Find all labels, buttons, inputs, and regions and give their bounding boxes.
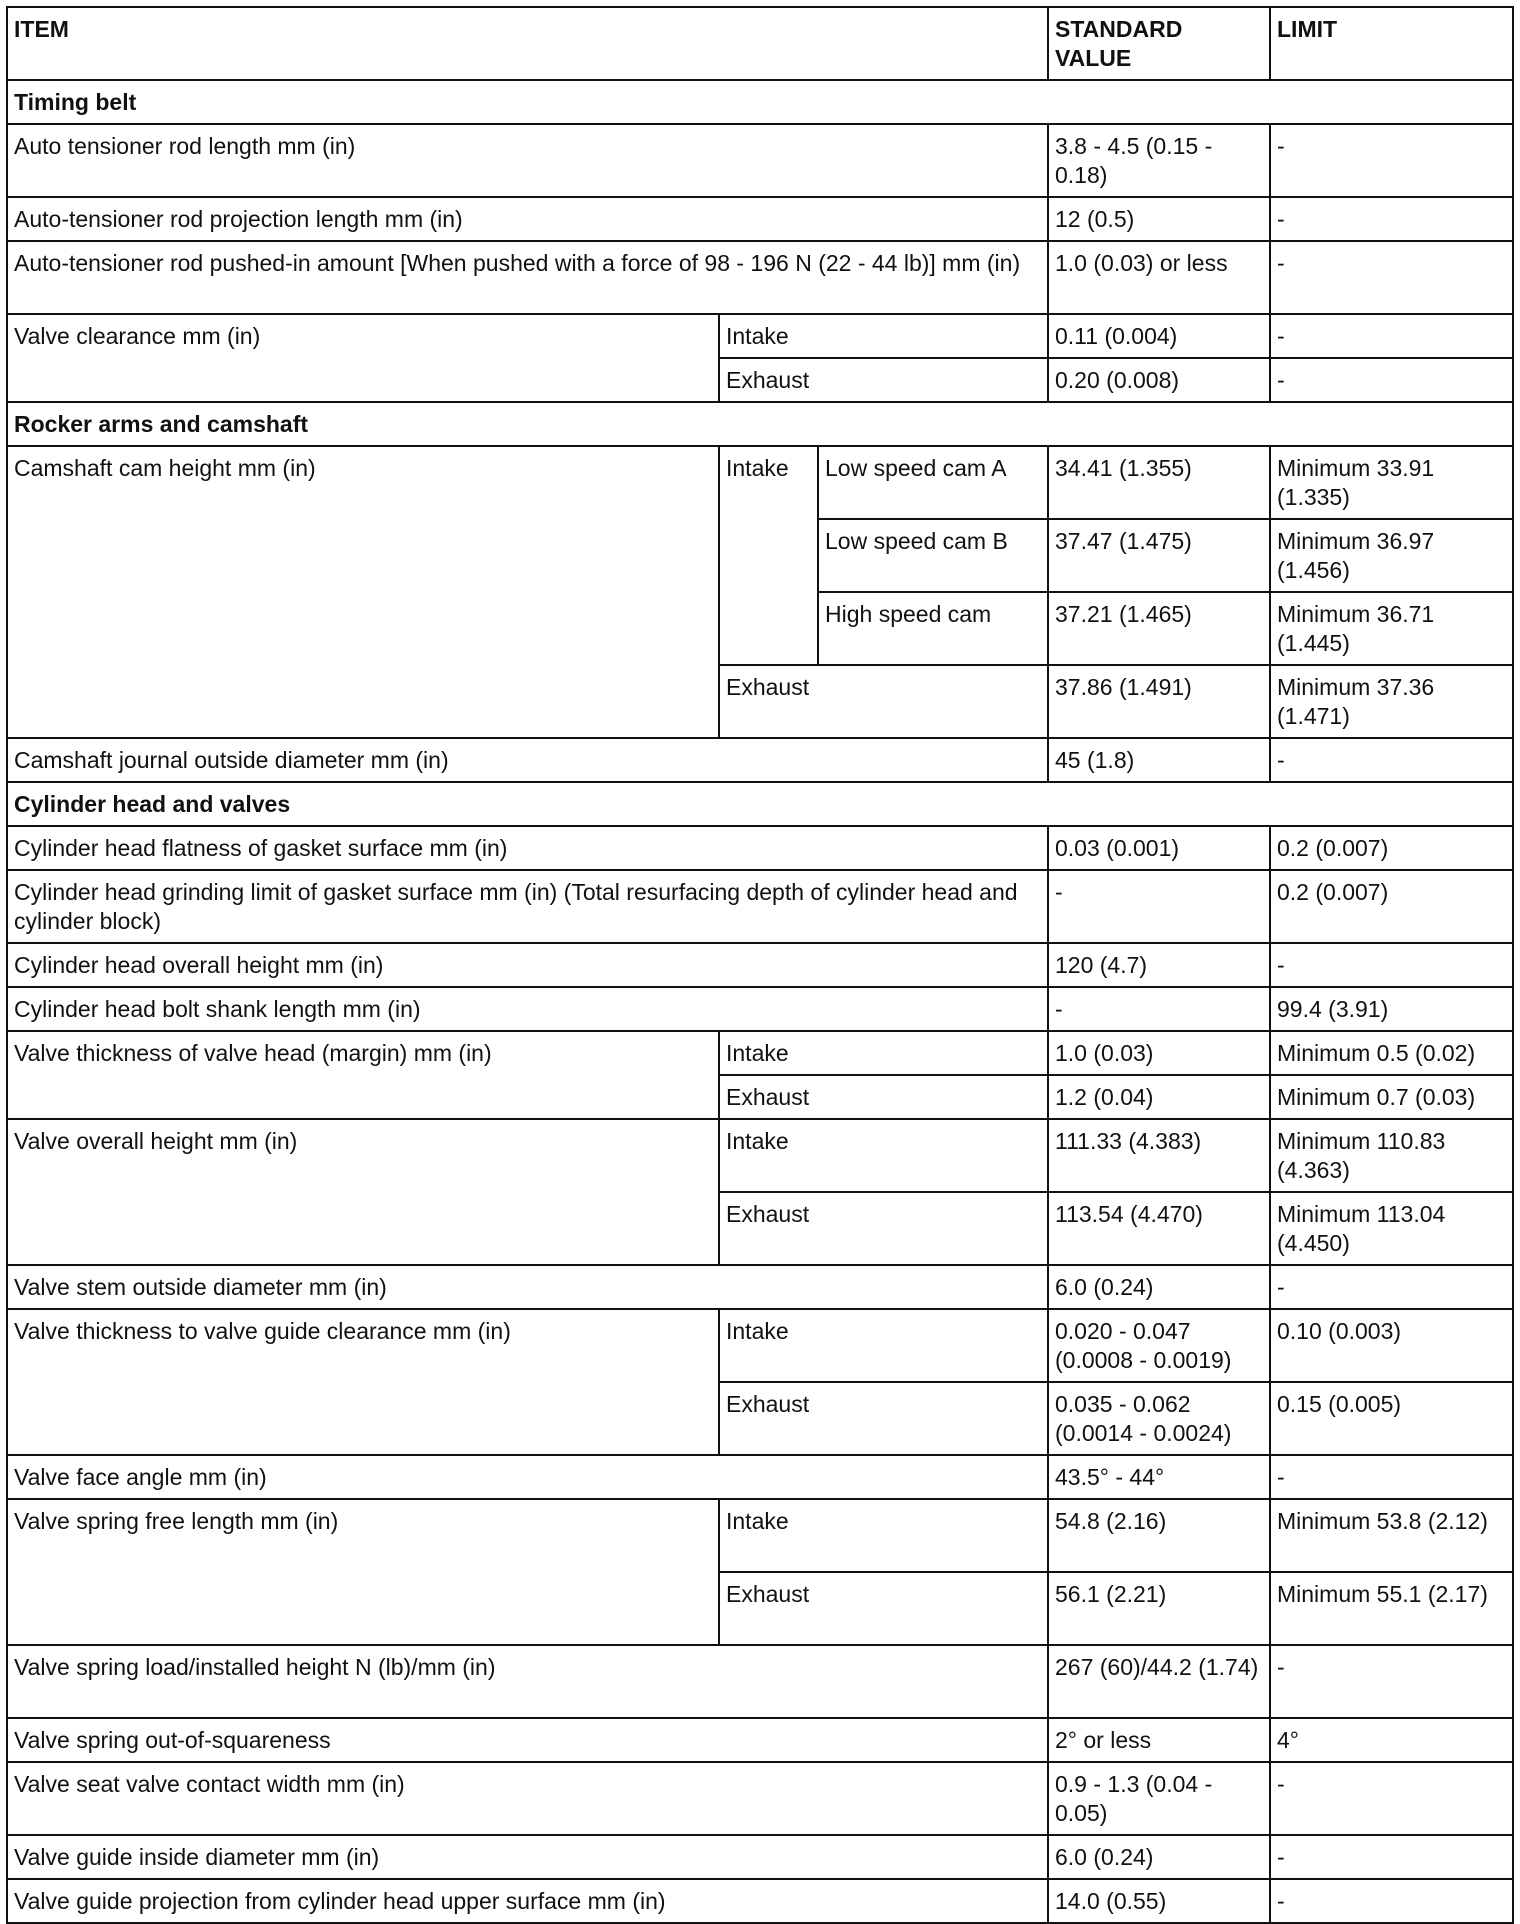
standard-value-cell: 14.0 (0.55) xyxy=(1048,1879,1270,1923)
item-cell: Valve stem outside diameter mm (in) xyxy=(7,1265,1048,1309)
standard-value-cell: 113.54 (4.470) xyxy=(1048,1192,1270,1265)
standard-value-cell: 1.0 (0.03) or less xyxy=(1048,241,1270,314)
table-row xyxy=(7,1309,1513,1382)
item-cell: Cylinder head bolt shank length mm (in) xyxy=(7,987,1048,1031)
item-cell: Cylinder head flatness of gasket surface mm (in) xyxy=(7,826,1048,870)
standard-value-cell: 12 (0.5) xyxy=(1048,197,1270,241)
standard-value-cell: 37.86 (1.491) xyxy=(1048,665,1270,738)
limit-cell: Minimum 110.83 (4.363) xyxy=(1270,1119,1513,1192)
sub-item-cell: Exhaust xyxy=(719,1192,1048,1265)
header-standard-value: STANDARD VALUE xyxy=(1048,7,1270,80)
cam-cell: Low speed cam A xyxy=(818,446,1048,519)
table-row xyxy=(7,1031,1513,1075)
table-row xyxy=(7,1718,1513,1762)
cam-cell: High speed cam xyxy=(818,592,1048,665)
sub-item-cell: Intake xyxy=(719,1309,1048,1382)
standard-value-cell: 1.2 (0.04) xyxy=(1048,1075,1270,1119)
sub-item-cell: Intake xyxy=(719,446,818,665)
table-row xyxy=(7,1645,1513,1718)
standard-value-cell: 0.20 (0.008) xyxy=(1048,358,1270,402)
spec-table xyxy=(6,6,1514,1924)
item-cell: Camshaft cam height mm (in) xyxy=(7,446,719,738)
table-row xyxy=(7,1265,1513,1309)
sub-item-cell: Exhaust xyxy=(719,1572,1048,1645)
table-row xyxy=(7,314,1513,358)
standard-value-cell: 0.020 - 0.047 (0.0008 - 0.0019) xyxy=(1048,1309,1270,1382)
limit-cell: 0.15 (0.005) xyxy=(1270,1382,1513,1455)
standard-value-cell: - xyxy=(1048,987,1270,1031)
item-cell: Valve spring load/installed height N (lb)/mm (in) xyxy=(7,1645,1048,1718)
table-row xyxy=(7,446,1513,519)
section-row xyxy=(7,80,1513,124)
item-cell: Cylinder head overall height mm (in) xyxy=(7,943,1048,987)
table-row xyxy=(7,1835,1513,1879)
limit-cell: - xyxy=(1270,1879,1513,1923)
table-row xyxy=(7,1762,1513,1835)
standard-value-cell: - xyxy=(1048,870,1270,943)
table-row xyxy=(7,943,1513,987)
limit-cell: Minimum 0.5 (0.02) xyxy=(1270,1031,1513,1075)
item-cell: Auto-tensioner rod projection length mm (in) xyxy=(7,197,1048,241)
table-row xyxy=(7,1455,1513,1499)
item-cell: Valve spring out-of-squareness xyxy=(7,1718,1048,1762)
table-row xyxy=(7,1119,1513,1192)
section-timing-belt: Timing belt xyxy=(7,80,1513,124)
header-limit: LIMIT xyxy=(1270,7,1513,80)
standard-value-cell: 0.11 (0.004) xyxy=(1048,314,1270,358)
standard-value-cell: 6.0 (0.24) xyxy=(1048,1835,1270,1879)
limit-cell: 0.2 (0.007) xyxy=(1270,870,1513,943)
limit-cell: - xyxy=(1270,1762,1513,1835)
standard-value-cell: 54.8 (2.16) xyxy=(1048,1499,1270,1572)
item-cell: Valve thickness of valve head (margin) mm (in) xyxy=(7,1031,719,1119)
section-row xyxy=(7,402,1513,446)
limit-cell: 99.4 (3.91) xyxy=(1270,987,1513,1031)
table-row xyxy=(7,1879,1513,1923)
sub-item-cell: Intake xyxy=(719,1031,1048,1075)
table-row xyxy=(7,870,1513,943)
item-cell: Valve spring free length mm (in) xyxy=(7,1499,719,1645)
cam-cell: Low speed cam B xyxy=(818,519,1048,592)
limit-cell: Minimum 53.8 (2.12) xyxy=(1270,1499,1513,1572)
table-row xyxy=(7,124,1513,197)
limit-cell: 0.10 (0.003) xyxy=(1270,1309,1513,1382)
item-cell: Valve thickness to valve guide clearance mm (in) xyxy=(7,1309,719,1455)
limit-cell: Minimum 55.1 (2.17) xyxy=(1270,1572,1513,1645)
limit-cell: - xyxy=(1270,197,1513,241)
limit-cell: - xyxy=(1270,358,1513,402)
item-cell: Valve face angle mm (in) xyxy=(7,1455,1048,1499)
standard-value-cell: 0.03 (0.001) xyxy=(1048,826,1270,870)
limit-cell: Minimum 36.71 (1.445) xyxy=(1270,592,1513,665)
limit-cell: - xyxy=(1270,1645,1513,1718)
limit-cell: - xyxy=(1270,241,1513,314)
sub-item-cell: Exhaust xyxy=(719,358,1048,402)
item-cell: Valve guide projection from cylinder head upper surface mm (in) xyxy=(7,1879,1048,1923)
sub-item-cell: Intake xyxy=(719,314,1048,358)
table-header-row xyxy=(7,7,1513,80)
standard-value-cell: 3.8 - 4.5 (0.15 - 0.18) xyxy=(1048,124,1270,197)
standard-value-cell: 0.035 - 0.062 (0.0014 - 0.0024) xyxy=(1048,1382,1270,1455)
item-cell: Valve guide inside diameter mm (in) xyxy=(7,1835,1048,1879)
limit-cell: Minimum 37.36 (1.471) xyxy=(1270,665,1513,738)
sub-item-cell: Exhaust xyxy=(719,665,1048,738)
item-cell: Valve overall height mm (in) xyxy=(7,1119,719,1265)
limit-cell: - xyxy=(1270,1265,1513,1309)
limit-cell: 4° xyxy=(1270,1718,1513,1762)
limit-cell: Minimum 33.91 (1.335) xyxy=(1270,446,1513,519)
standard-value-cell: 1.0 (0.03) xyxy=(1048,1031,1270,1075)
limit-cell: Minimum 36.97 (1.456) xyxy=(1270,519,1513,592)
limit-cell: - xyxy=(1270,738,1513,782)
standard-value-cell: 45 (1.8) xyxy=(1048,738,1270,782)
table-row xyxy=(7,241,1513,314)
item-cell: Auto tensioner rod length mm (in) xyxy=(7,124,1048,197)
limit-cell: 0.2 (0.007) xyxy=(1270,826,1513,870)
table-row xyxy=(7,197,1513,241)
standard-value-cell: 43.5° - 44° xyxy=(1048,1455,1270,1499)
standard-value-cell: 56.1 (2.21) xyxy=(1048,1572,1270,1645)
header-item: ITEM xyxy=(7,7,1048,80)
standard-value-cell: 37.47 (1.475) xyxy=(1048,519,1270,592)
sub-item-cell: Exhaust xyxy=(719,1075,1048,1119)
item-cell: Auto-tensioner rod pushed-in amount [When pushed with a force of 98 - 196 N (22 - 44 lb)] mm (in) xyxy=(7,241,1048,314)
standard-value-cell: 37.21 (1.465) xyxy=(1048,592,1270,665)
limit-cell: Minimum 0.7 (0.03) xyxy=(1270,1075,1513,1119)
sub-item-cell: Exhaust xyxy=(719,1382,1048,1455)
table-row xyxy=(7,826,1513,870)
limit-cell: Minimum 113.04 (4.450) xyxy=(1270,1192,1513,1265)
limit-cell: - xyxy=(1270,1455,1513,1499)
table-row xyxy=(7,987,1513,1031)
limit-cell: - xyxy=(1270,1835,1513,1879)
standard-value-cell: 2° or less xyxy=(1048,1718,1270,1762)
standard-value-cell: 111.33 (4.383) xyxy=(1048,1119,1270,1192)
item-cell: Camshaft journal outside diameter mm (in) xyxy=(7,738,1048,782)
limit-cell: - xyxy=(1270,124,1513,197)
standard-value-cell: 34.41 (1.355) xyxy=(1048,446,1270,519)
item-cell: Valve seat valve contact width mm (in) xyxy=(7,1762,1048,1835)
sub-item-cell: Intake xyxy=(719,1119,1048,1192)
section-row xyxy=(7,782,1513,826)
sub-item-cell: Intake xyxy=(719,1499,1048,1572)
standard-value-cell: 6.0 (0.24) xyxy=(1048,1265,1270,1309)
item-cell: Valve clearance mm (in) xyxy=(7,314,719,402)
item-cell: Cylinder head grinding limit of gasket surface mm (in) (Total resurfacing depth of cylinder head and cylinder block) xyxy=(7,870,1048,943)
standard-value-cell: 0.9 - 1.3 (0.04 - 0.05) xyxy=(1048,1762,1270,1835)
section-cylinder-head: Cylinder head and valves xyxy=(7,782,1513,826)
standard-value-cell: 267 (60)/44.2 (1.74) xyxy=(1048,1645,1270,1718)
limit-cell: - xyxy=(1270,314,1513,358)
limit-cell: - xyxy=(1270,943,1513,987)
table-row xyxy=(7,1499,1513,1572)
standard-value-cell: 120 (4.7) xyxy=(1048,943,1270,987)
section-rocker-arms: Rocker arms and camshaft xyxy=(7,402,1513,446)
table-row xyxy=(7,738,1513,782)
